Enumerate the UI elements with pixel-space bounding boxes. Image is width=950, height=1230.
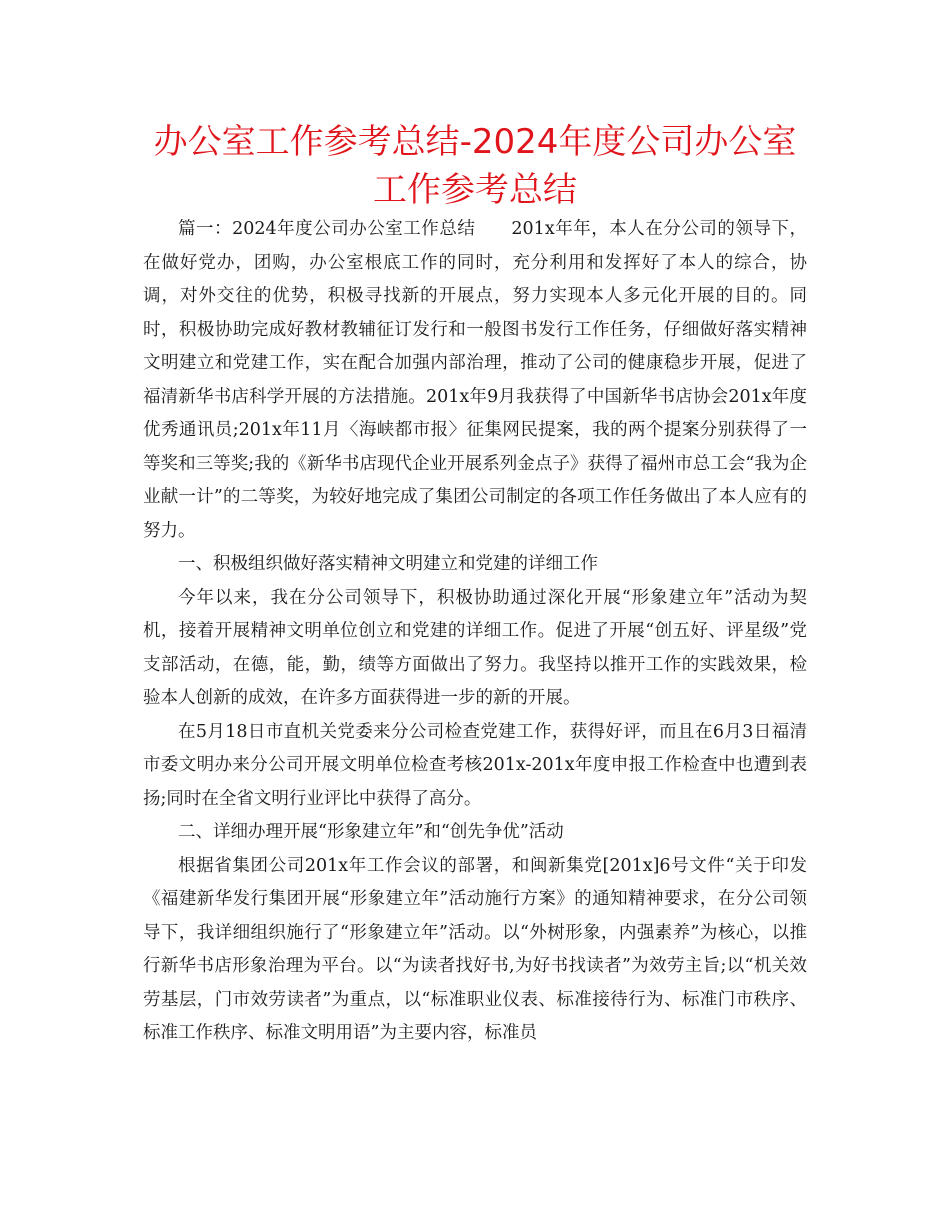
document-body <box>143 213 807 1051</box>
section-heading: 一、积极组织做好落实精神文明建立和党建的详细工作 <box>178 554 598 574</box>
body-paragraph: 在5月18日市直机关党委来分公司检查党建工作，获得好评，而且在6月3日福清市委文明办来分公司开展文明单位检查考核201x-201x年度申报工作检查中也遭到表扬;同时在全省文明行业评比中获得了高分。 <box>143 721 807 809</box>
section-heading: 二、详细办理开展“形象建立年”和“创先争优”活动 <box>178 822 564 842</box>
body-paragraph: 今年以来，我在分公司领导下，积极协助通过深化开展“形象建立年”活动为契机，接着开展精神文明单位创立和党建的详细工作。促进了开展“创五好、评星级”党支部活动，在德，能，勤，绩等方面做出了努力。我坚持以推开工作的实践效果，检验本人创新的成效，在许多方面获得进一步的新的开展。 <box>143 587 807 708</box>
body-paragraph: 根据省集团公司201x年工作会议的部署，和闽新集党[201x]6号文件“关于印发《福建新华发行集团开展“形象建立年”活动施行方案》的通知精神要求，在分公司领导下，我详细组织施行了“形象建立年”活动。以“外树形象，内强素养”为核心，以推行新华书店形象治理为平台。以“为读者找好书,为好书找读者”为效劳主旨;以“机关效劳基层，门市效劳读者”为重点，以“标准职业仪表、标准接待行为、标准门市秩序、标准工作秩序、标准文明用语”为主要内容，标准员 <box>143 855 807 1043</box>
body-paragraph: 篇一：2024年度公司办公室工作总结 201x年年，本人在分公司的领导下，在做好党办，团购，办公室根底工作的同时，充分利用和发挥好了本人的综合，协调，对外交往的优势，积极寻找新的开展点，努力实现本人多元化开展的目的。同时，积极协助完成好教材教辅征订发行和一般图书发行工作任务，仔细做好落实精神文明建立和党建工作，实在配合加强内部治理，推动了公司的健康稳步开展，促进了福清新华书店科学开展的方法措施。201x年9月我获得了中国新华书店协会201x年度优秀通讯员;201x年11月〈海峡都市报〉征集网民提案，我的两个提案分别获得了一等奖和三等奖;我的《新华书店现代企业开展系列金点子》获得了福州市总工会“我为企业献一计”的二等奖，为较好地完成了集团公司制定的各项工作任务做出了本人应有的努力。 <box>143 219 807 541</box>
document-title: 办公室工作参考总结-2024年度公司办公室工作参考总结 <box>153 122 797 210</box>
